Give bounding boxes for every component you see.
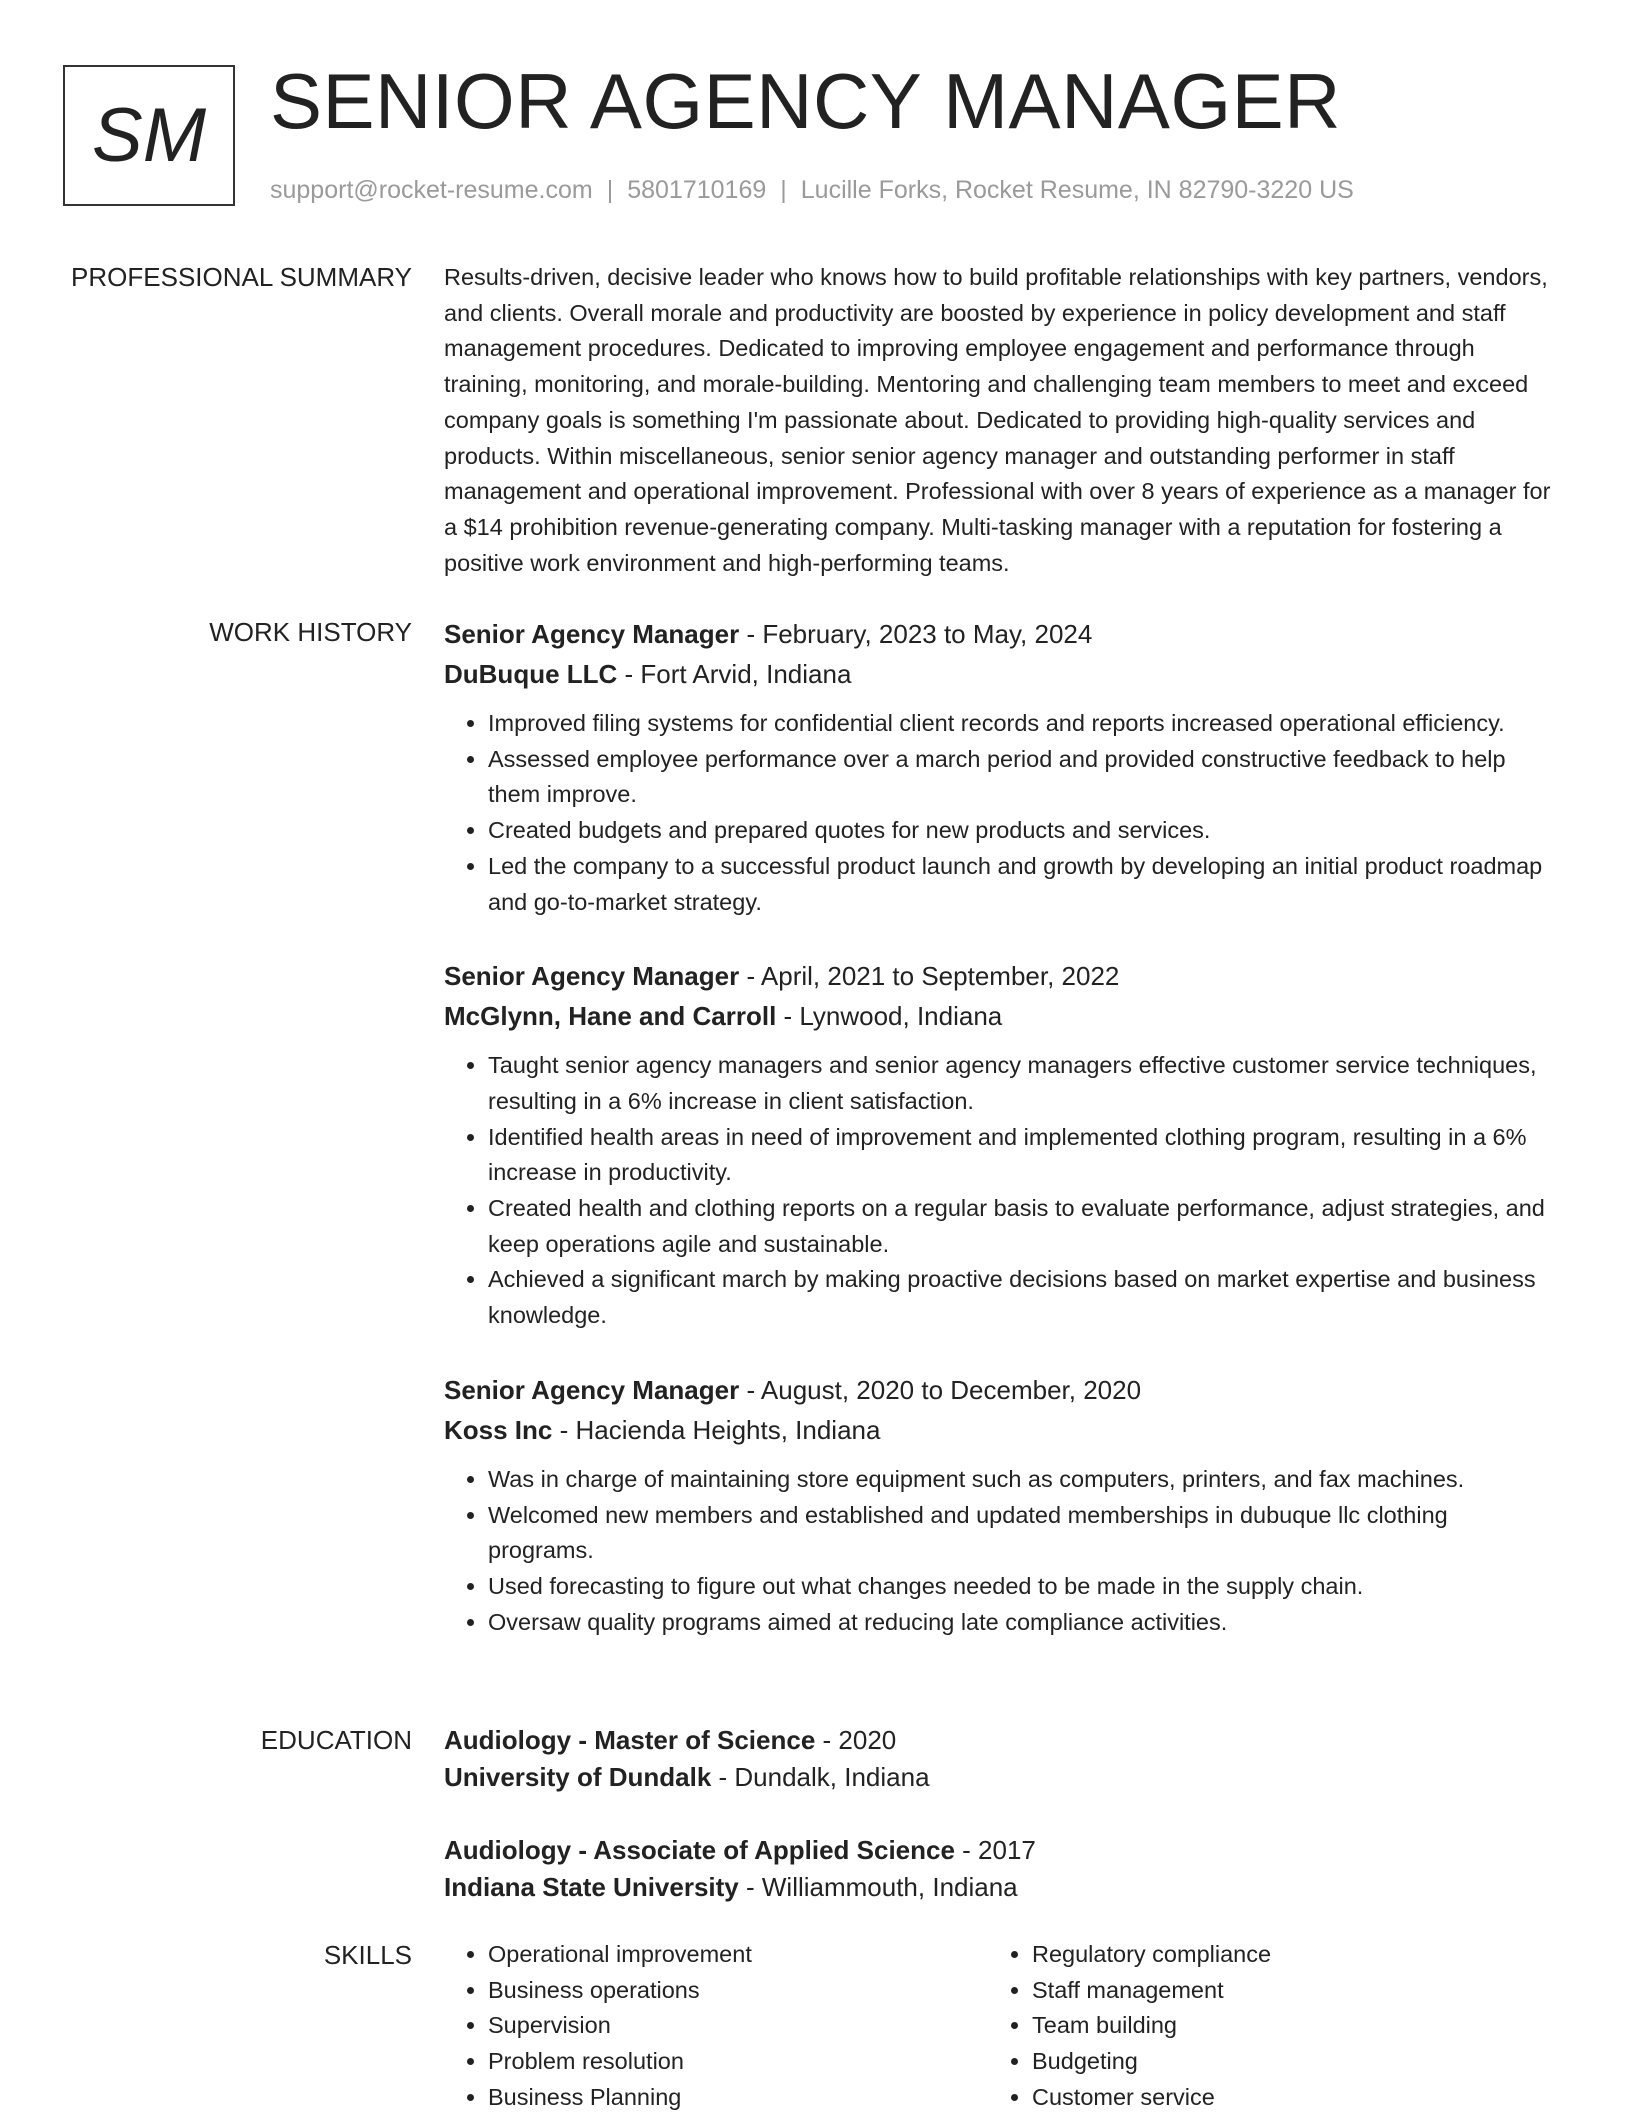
job-title: Senior Agency Manager (444, 1374, 740, 1405)
job-entry (444, 956, 1560, 1334)
education-degree-line (444, 1832, 1560, 1869)
education-degree: Audiology - Master of Science (444, 1725, 816, 1755)
section-label-skills: SKILLS (323, 1940, 412, 1970)
education-year: - 2017 (954, 1835, 1036, 1865)
education-location: - Dundalk, Indiana (711, 1762, 930, 1792)
job-company-line (444, 996, 1560, 1036)
summary-text: Results-driven, decisive leader who knows how to build profitable relationships with key partners, vendors, and clients. Overall morale and productivity are boosted by experience in policy development and staff management procedures. Dedicated to improving employee engagement and performance through training, monitoring, and morale-building. Mentoring and challenging team members to meet and exceed company goals is something I'm passionate about. Dedicated to providing high-quality services and products. Within miscellaneous, senior senior agency manager and outstanding performer in staff management and operational improvement. Professional with over 8 years of experience as a manager for a $14 prohibition revenue-generating company. Multi-tasking manager with a reputation for fostering a positive work environment and high-performing teams. (444, 264, 1551, 576)
contact-email: support@rocket-resume.com (270, 176, 593, 204)
job-bullet: • Achieved a significant march by making proactive decisions based on market expertise and business knowledge. (488, 1262, 1560, 1333)
job-bullets (444, 1048, 1560, 1334)
contact-phone: 5801710169 (627, 176, 767, 204)
contact-line (270, 172, 1354, 208)
job-location: - Hacienda Heights, Indiana (552, 1414, 881, 1445)
job-dates: - August, 2020 to December, 2020 (739, 1374, 1142, 1405)
job-title: Senior Agency Manager (444, 619, 740, 649)
summary-body (444, 260, 1560, 581)
job-entry (444, 614, 1560, 920)
skills-column-1 (444, 1937, 988, 2116)
skill-item: • Business operations (488, 1973, 988, 2009)
skills-body (444, 1937, 1560, 2116)
job-bullet: • Improved filing systems for confidential client records and reports increased operational efficiency. (488, 706, 1560, 742)
job-company: Koss Inc (444, 1414, 553, 1445)
skill-item: • Budgeting (1032, 2044, 1532, 2080)
job-location: - Lynwood, Indiana (776, 1001, 1003, 1032)
job-dates: - April, 2021 to September, 2022 (739, 961, 1120, 992)
section-label-work-history: WORK HISTORY (209, 617, 412, 647)
job-company-line (444, 654, 1560, 694)
skill-item: • Regulatory compliance (1032, 1937, 1532, 1973)
job-bullet: • Was in charge of maintaining store equipment such as computers, printers, and fax machines. (488, 1462, 1560, 1498)
resume-title: SENIOR AGENCY MANAGER (270, 57, 1341, 145)
skill-item: • Staff management (1032, 1973, 1532, 2009)
skill-item: • Business Planning (488, 2080, 988, 2116)
job-entry (444, 1370, 1560, 1641)
education-entry (444, 1832, 1560, 1906)
job-title-line (444, 1370, 1560, 1410)
section-label-education: EDUCATION (260, 1725, 412, 1755)
job-bullet: • Identified health areas in need of improvement and implemented clothing program, resulting in a 6% increase in productivity. (488, 1120, 1560, 1191)
education-entry (444, 1722, 1560, 1796)
job-bullet: • Welcomed new members and established and updated memberships in dubuque llc clothing programs. (488, 1498, 1560, 1569)
job-bullet: • Taught senior agency managers and senior agency managers effective customer service techniques, resulting in a 6% increase in client satisfaction. (488, 1048, 1560, 1119)
work-history-body (444, 614, 1560, 1676)
job-bullet: • Created budgets and prepared quotes for new products and services. (488, 813, 1560, 849)
job-bullets (444, 1462, 1560, 1641)
job-location: - Fort Arvid, Indiana (617, 659, 852, 689)
job-dates: - February, 2023 to May, 2024 (739, 619, 1093, 649)
education-year: - 2020 (815, 1725, 897, 1755)
job-company: DuBuque LLC (444, 659, 618, 689)
education-degree-line (444, 1722, 1560, 1759)
skill-item: • Supervision (488, 2008, 988, 2044)
job-bullet: • Created health and clothing reports on a regular basis to evaluate performance, adjust strategies, and keep operations agile and sustainable. (488, 1191, 1560, 1262)
job-bullet: • Used forecasting to figure out what changes needed to be made in the supply chain. (488, 1569, 1560, 1605)
job-company-line (444, 1410, 1560, 1450)
skills-columns (444, 1937, 1560, 2116)
contact-address: Lucille Forks, Rocket Resume, IN 82790-3220 US (800, 176, 1354, 204)
education-school-line (444, 1869, 1560, 1906)
job-company: McGlynn, Hane and Carroll (444, 1001, 777, 1032)
job-bullet: • Oversaw quality programs aimed at reducing late compliance activities. (488, 1605, 1560, 1641)
job-title: Senior Agency Manager (444, 961, 740, 992)
education-school: Indiana State University (444, 1872, 739, 1902)
education-degree: Audiology - Associate of Applied Science (444, 1835, 955, 1865)
education-school-line (444, 1759, 1560, 1796)
education-body (444, 1722, 1560, 1942)
job-bullets (444, 706, 1560, 920)
job-bullet: • Led the company to a successful product launch and growth by developing an initial product roadmap and go-to-market strategy. (488, 849, 1560, 920)
skill-item: • Operational improvement (488, 1937, 988, 1973)
skill-item: • Customer service (1032, 2080, 1532, 2116)
job-title-line (444, 956, 1560, 996)
contact-separator: | (606, 176, 614, 204)
job-bullet: • Assessed employee performance over a march period and provided constructive feedback to help them improve. (488, 742, 1560, 813)
monogram-logo: SM (63, 65, 235, 206)
contact-separator: | (780, 176, 787, 204)
education-location: - Williammouth, Indiana (738, 1872, 1018, 1902)
skills-column-2 (988, 1937, 1532, 2116)
job-title-line (444, 614, 1560, 654)
skill-item: • Problem resolution (488, 2044, 988, 2080)
skill-item: • Team building (1032, 2008, 1532, 2044)
section-label-summary: PROFESSIONAL SUMMARY (71, 262, 412, 292)
education-school: University of Dundalk (444, 1762, 712, 1792)
